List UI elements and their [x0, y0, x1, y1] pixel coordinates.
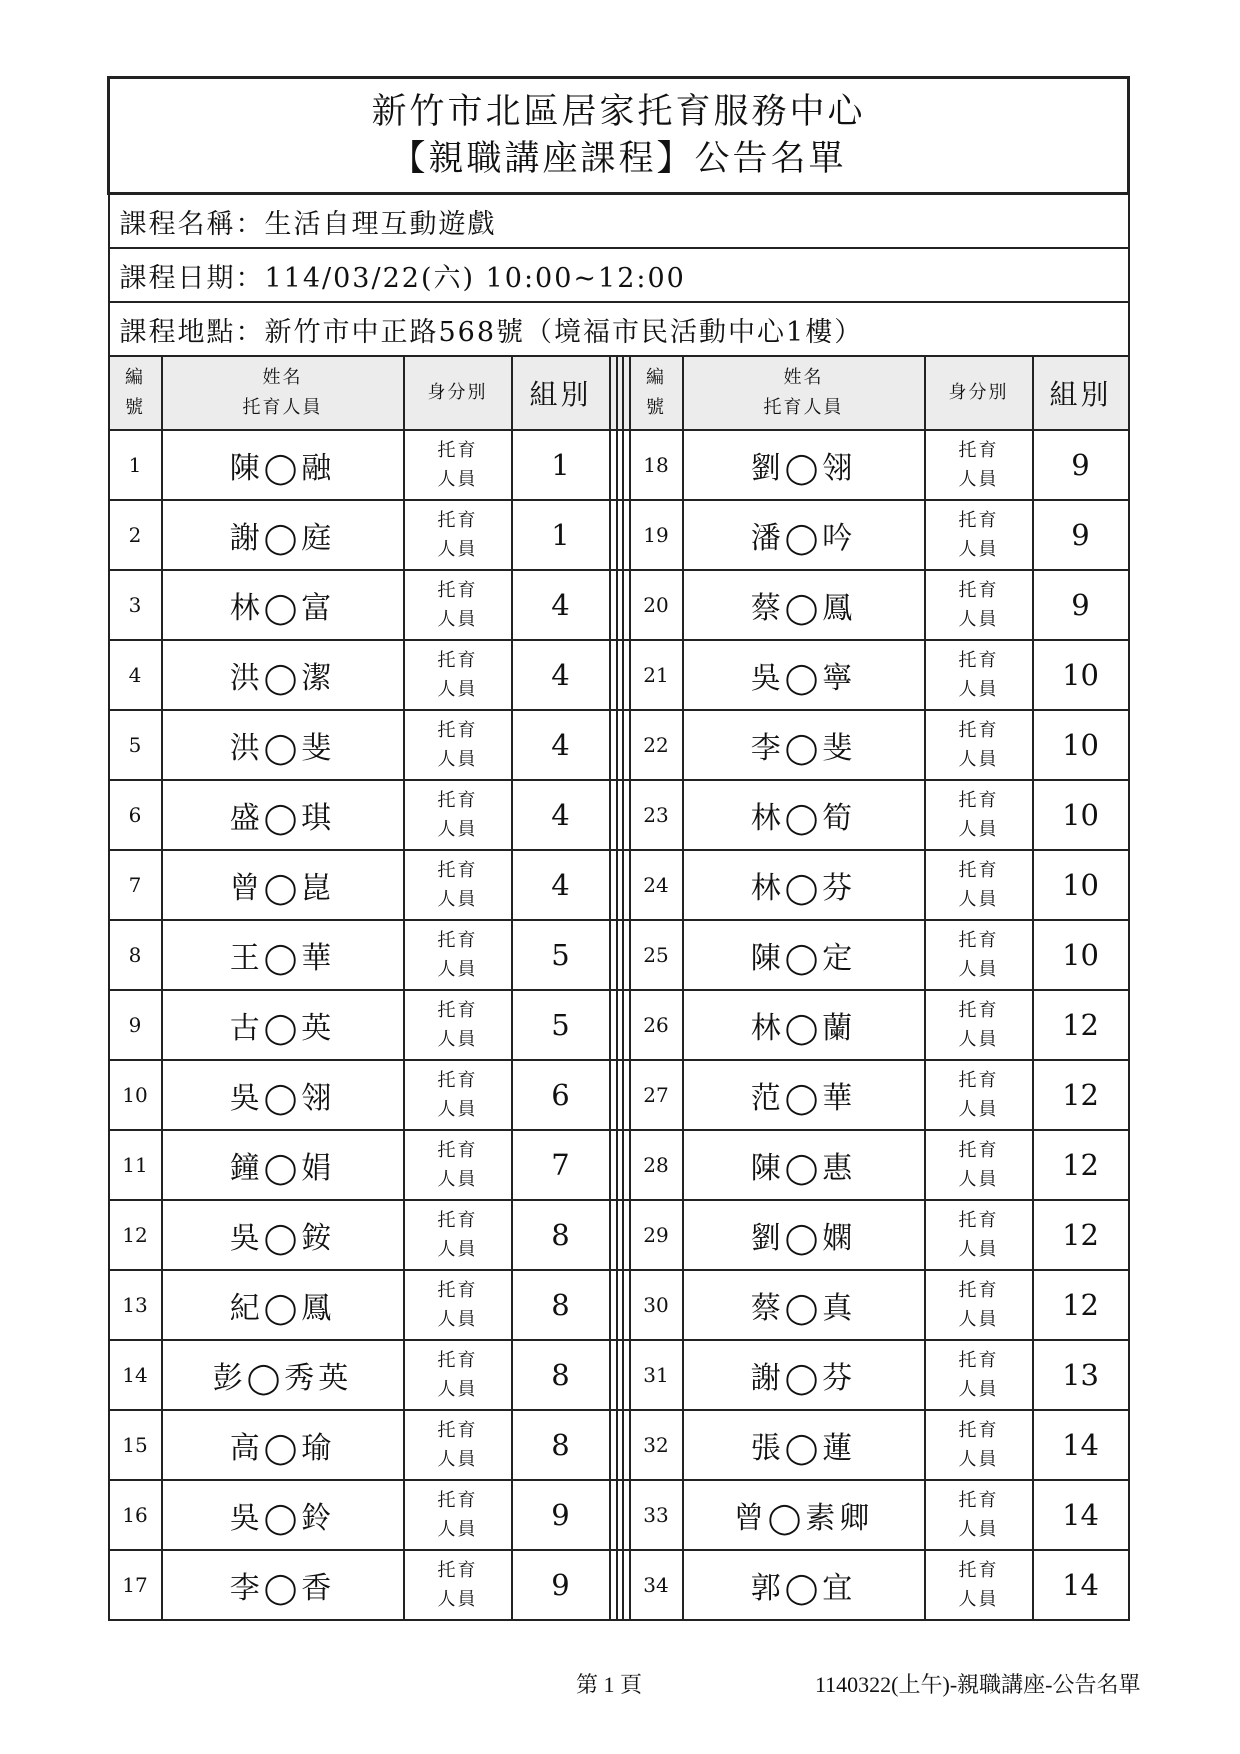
identity-line: 托育	[958, 1560, 999, 1581]
caregiver-name: 吳◯鈴	[162, 1480, 404, 1550]
group-number: 12	[1033, 1270, 1129, 1340]
identity-line: 托育	[958, 1210, 999, 1231]
identity-cell	[404, 430, 512, 500]
column-divider	[610, 710, 630, 780]
row-number: 19	[630, 500, 683, 570]
group-number: 14	[1033, 1480, 1129, 1550]
identity-line: 人員	[958, 469, 999, 490]
identity-line: 人員	[437, 679, 478, 700]
identity-line: 托育	[437, 650, 478, 671]
row-number: 27	[630, 1060, 683, 1130]
caregiver-name: 李◯香	[162, 1550, 404, 1620]
identity-line: 托育	[437, 1210, 478, 1231]
identity-line: 托育	[958, 860, 999, 881]
identity-line: 人員	[437, 1169, 478, 1190]
identity-line: 托育	[437, 580, 478, 601]
identity-line: 托育	[437, 1560, 478, 1581]
identity-cell	[925, 1480, 1033, 1550]
identity-cell	[925, 430, 1033, 500]
identity-cell	[925, 570, 1033, 640]
caregiver-name: 林◯富	[162, 570, 404, 640]
table-row	[109, 430, 1129, 500]
identity-cell	[925, 1340, 1033, 1410]
group-number: 4	[512, 570, 610, 640]
caregiver-name: 吳◯銨	[162, 1200, 404, 1270]
group-number: 14	[1033, 1550, 1129, 1620]
column-divider	[610, 1480, 630, 1550]
identity-cell	[925, 500, 1033, 570]
table-row	[109, 1340, 1129, 1410]
caregiver-name: 曾◯崑	[162, 850, 404, 920]
caregiver-name: 高◯瑜	[162, 1410, 404, 1480]
caregiver-name: 陳◯融	[162, 430, 404, 500]
row-number: 25	[630, 920, 683, 990]
table-row	[109, 500, 1129, 570]
column-divider	[610, 1550, 630, 1620]
row-number: 23	[630, 780, 683, 850]
course-name: 課程名稱：生活自理互動遊戲	[109, 194, 1129, 249]
group-number: 8	[512, 1200, 610, 1270]
group-number: 6	[512, 1060, 610, 1130]
identity-cell	[404, 990, 512, 1060]
column-divider	[610, 1130, 630, 1200]
caregiver-name: 陳◯定	[683, 920, 925, 990]
identity-cell	[404, 1200, 512, 1270]
caregiver-name: 劉◯翎	[683, 430, 925, 500]
identity-cell	[925, 1130, 1033, 1200]
group-number: 10	[1033, 850, 1129, 920]
identity-line: 人員	[958, 609, 999, 630]
group-number: 9	[1033, 430, 1129, 500]
row-number: 4	[109, 640, 162, 710]
identity-cell	[404, 1130, 512, 1200]
identity-cell	[404, 850, 512, 920]
page-number: 第 1 頁	[576, 1672, 643, 1697]
identity-line: 人員	[437, 1379, 478, 1400]
identity-line: 人員	[958, 679, 999, 700]
group-number: 9	[512, 1480, 610, 1550]
identity-line: 托育	[958, 1280, 999, 1301]
identity-line: 托育	[958, 510, 999, 531]
header-group: 組別	[512, 356, 610, 430]
identity-cell	[925, 640, 1033, 710]
caregiver-name: 蔡◯真	[683, 1270, 925, 1340]
identity-line: 人員	[958, 1169, 999, 1190]
roster-sheet	[107, 76, 1127, 1621]
title-block	[109, 78, 1129, 194]
identity-line: 人員	[437, 889, 478, 910]
identity-line: 人員	[437, 819, 478, 840]
row-number: 29	[630, 1200, 683, 1270]
identity-cell	[404, 570, 512, 640]
roster-table	[107, 76, 1130, 1621]
caregiver-name: 謝◯芬	[683, 1340, 925, 1410]
identity-line: 托育	[437, 440, 478, 461]
table-row	[109, 1550, 1129, 1620]
identity-cell	[925, 1270, 1033, 1340]
row-number: 22	[630, 710, 683, 780]
caregiver-name: 李◯斐	[683, 710, 925, 780]
row-number: 33	[630, 1480, 683, 1550]
group-number: 4	[512, 710, 610, 780]
header-name: 姓名 托育人員	[162, 356, 404, 430]
identity-line: 托育	[958, 1140, 999, 1161]
table-row	[109, 1270, 1129, 1340]
caregiver-name: 蔡◯鳳	[683, 570, 925, 640]
caregiver-name: 紀◯鳳	[162, 1270, 404, 1340]
identity-line: 托育	[958, 1490, 999, 1511]
table-row	[109, 1130, 1129, 1200]
identity-cell	[404, 640, 512, 710]
identity-line: 托育	[437, 510, 478, 531]
identity-line: 托育	[958, 440, 999, 461]
row-number: 13	[109, 1270, 162, 1340]
header-group: 組別	[1033, 356, 1129, 430]
identity-cell	[925, 920, 1033, 990]
identity-line: 托育	[437, 1420, 478, 1441]
row-number: 3	[109, 570, 162, 640]
identity-cell	[404, 1270, 512, 1340]
group-number: 4	[512, 850, 610, 920]
header-name: 姓名 托育人員	[683, 356, 925, 430]
row-number: 21	[630, 640, 683, 710]
identity-cell	[404, 710, 512, 780]
identity-line: 人員	[437, 1589, 478, 1610]
identity-line: 托育	[437, 1140, 478, 1161]
identity-line: 人員	[958, 1519, 999, 1540]
identity-line: 人員	[437, 1029, 478, 1050]
identity-line: 人員	[958, 1099, 999, 1120]
table-row	[109, 1410, 1129, 1480]
group-number: 4	[512, 640, 610, 710]
course-location: 課程地點：新竹市中正路568號（境福市民活動中心1樓）	[109, 302, 1129, 356]
row-number: 16	[109, 1480, 162, 1550]
column-divider	[610, 920, 630, 990]
header-number: 編 號	[109, 356, 162, 430]
identity-line: 托育	[437, 1490, 478, 1511]
identity-line: 人員	[958, 1589, 999, 1610]
caregiver-name: 林◯蘭	[683, 990, 925, 1060]
identity-line: 人員	[958, 749, 999, 770]
identity-cell	[404, 500, 512, 570]
table-row	[109, 570, 1129, 640]
header-identity: 身分別	[404, 356, 512, 430]
row-number: 9	[109, 990, 162, 1060]
identity-line: 托育	[437, 1280, 478, 1301]
caregiver-name: 郭◯宜	[683, 1550, 925, 1620]
identity-cell	[404, 780, 512, 850]
table-row	[109, 780, 1129, 850]
identity-line: 人員	[958, 1449, 999, 1470]
table-row	[109, 1480, 1129, 1550]
identity-line: 人員	[437, 1449, 478, 1470]
caregiver-name: 曾◯素卿	[683, 1480, 925, 1550]
group-number: 8	[512, 1340, 610, 1410]
row-number: 18	[630, 430, 683, 500]
group-number: 8	[512, 1270, 610, 1340]
row-number: 26	[630, 990, 683, 1060]
identity-line: 人員	[437, 959, 478, 980]
group-number: 9	[512, 1550, 610, 1620]
row-number: 10	[109, 1060, 162, 1130]
identity-line: 人員	[958, 819, 999, 840]
identity-cell	[925, 710, 1033, 780]
identity-cell	[925, 850, 1033, 920]
identity-line: 人員	[437, 1309, 478, 1330]
group-number: 10	[1033, 920, 1129, 990]
group-number: 1	[512, 430, 610, 500]
identity-cell	[404, 1060, 512, 1130]
group-number: 7	[512, 1130, 610, 1200]
column-divider	[610, 1340, 630, 1410]
identity-line: 人員	[958, 539, 999, 560]
group-number: 1	[512, 500, 610, 570]
group-number: 12	[1033, 990, 1129, 1060]
column-header-row	[109, 356, 1129, 430]
identity-line: 人員	[437, 609, 478, 630]
row-number: 30	[630, 1270, 683, 1340]
column-divider	[610, 1060, 630, 1130]
identity-cell	[925, 1060, 1033, 1130]
caregiver-name: 謝◯庭	[162, 500, 404, 570]
group-number: 8	[512, 1410, 610, 1480]
identity-cell	[925, 990, 1033, 1060]
identity-line: 人員	[437, 539, 478, 560]
table-row	[109, 1060, 1129, 1130]
group-number: 9	[1033, 500, 1129, 570]
row-number: 12	[109, 1200, 162, 1270]
identity-line: 托育	[958, 720, 999, 741]
table-row	[109, 1200, 1129, 1270]
column-divider	[610, 990, 630, 1060]
column-divider	[610, 500, 630, 570]
row-number: 28	[630, 1130, 683, 1200]
group-number: 12	[1033, 1130, 1129, 1200]
group-number: 5	[512, 990, 610, 1060]
identity-line: 托育	[437, 720, 478, 741]
group-number: 5	[512, 920, 610, 990]
row-number: 1	[109, 430, 162, 500]
table-row	[109, 920, 1129, 990]
group-number: 10	[1033, 780, 1129, 850]
row-number: 15	[109, 1410, 162, 1480]
caregiver-name: 盛◯琪	[162, 780, 404, 850]
column-divider	[610, 570, 630, 640]
group-number: 9	[1033, 570, 1129, 640]
identity-cell	[925, 1410, 1033, 1480]
row-number: 17	[109, 1550, 162, 1620]
group-number: 13	[1033, 1340, 1129, 1410]
identity-cell	[925, 1200, 1033, 1270]
identity-line: 人員	[958, 1239, 999, 1260]
identity-line: 托育	[437, 860, 478, 881]
column-divider	[610, 356, 630, 430]
row-number: 20	[630, 570, 683, 640]
identity-line: 人員	[958, 1309, 999, 1330]
group-number: 12	[1033, 1200, 1129, 1270]
column-divider	[610, 1410, 630, 1480]
column-divider	[610, 430, 630, 500]
caregiver-name: 張◯蓮	[683, 1410, 925, 1480]
column-divider	[610, 1200, 630, 1270]
caregiver-name: 林◯芬	[683, 850, 925, 920]
header-number: 編 號	[630, 356, 683, 430]
identity-line: 托育	[958, 1070, 999, 1091]
group-number: 12	[1033, 1060, 1129, 1130]
identity-line: 托育	[958, 1350, 999, 1371]
identity-line: 托育	[958, 580, 999, 601]
row-number: 6	[109, 780, 162, 850]
caregiver-name: 吳◯寧	[683, 640, 925, 710]
identity-cell	[404, 1480, 512, 1550]
table-row	[109, 710, 1129, 780]
center-title: 新竹市北區居家托育服務中心	[371, 91, 866, 132]
caregiver-name: 林◯筍	[683, 780, 925, 850]
document-filename: 1140322(上午)-親職講座-公告名單	[815, 1672, 1141, 1697]
row-number: 31	[630, 1340, 683, 1410]
identity-line: 托育	[437, 1000, 478, 1021]
identity-line: 人員	[437, 1099, 478, 1120]
group-number: 4	[512, 780, 610, 850]
identity-line: 人員	[958, 959, 999, 980]
identity-line: 托育	[437, 1350, 478, 1371]
row-number: 7	[109, 850, 162, 920]
group-number: 14	[1033, 1410, 1129, 1480]
column-divider	[610, 640, 630, 710]
group-number: 10	[1033, 640, 1129, 710]
identity-line: 人員	[958, 889, 999, 910]
group-number: 10	[1033, 710, 1129, 780]
caregiver-name: 潘◯吟	[683, 500, 925, 570]
row-number: 5	[109, 710, 162, 780]
column-divider	[610, 850, 630, 920]
caregiver-name: 彭◯秀英	[162, 1340, 404, 1410]
identity-line: 托育	[437, 1070, 478, 1091]
identity-cell	[925, 1550, 1033, 1620]
caregiver-name: 洪◯斐	[162, 710, 404, 780]
caregiver-name: 劉◯嫻	[683, 1200, 925, 1270]
identity-line: 托育	[958, 1420, 999, 1441]
caregiver-name: 吳◯翎	[162, 1060, 404, 1130]
row-number: 24	[630, 850, 683, 920]
row-number: 11	[109, 1130, 162, 1200]
row-number: 32	[630, 1410, 683, 1480]
table-row	[109, 640, 1129, 710]
caregiver-name: 陳◯惠	[683, 1130, 925, 1200]
identity-line: 人員	[437, 1239, 478, 1260]
course-date: 課程日期：114/03/22(六) 10:00~12:00	[109, 248, 1129, 302]
caregiver-name: 王◯華	[162, 920, 404, 990]
row-number: 2	[109, 500, 162, 570]
identity-line: 人員	[437, 749, 478, 770]
identity-line: 托育	[958, 1000, 999, 1021]
list-title: 【親職講座課程】公告名單	[390, 138, 847, 179]
identity-cell	[404, 1410, 512, 1480]
caregiver-name: 鐘◯娟	[162, 1130, 404, 1200]
identity-line: 托育	[958, 790, 999, 811]
table-row	[109, 850, 1129, 920]
caregiver-name: 范◯華	[683, 1060, 925, 1130]
identity-line: 托育	[437, 930, 478, 951]
column-divider	[610, 780, 630, 850]
row-number: 8	[109, 920, 162, 990]
identity-cell	[925, 780, 1033, 850]
identity-line: 托育	[437, 790, 478, 811]
identity-line: 人員	[958, 1029, 999, 1050]
identity-cell	[404, 1340, 512, 1410]
caregiver-name: 古◯英	[162, 990, 404, 1060]
identity-line: 人員	[437, 469, 478, 490]
table-row	[109, 990, 1129, 1060]
identity-line: 人員	[437, 1519, 478, 1540]
row-number: 34	[630, 1550, 683, 1620]
caregiver-name: 洪◯潔	[162, 640, 404, 710]
identity-line: 托育	[958, 650, 999, 671]
identity-line: 人員	[958, 1379, 999, 1400]
identity-line: 托育	[958, 930, 999, 951]
row-number: 14	[109, 1340, 162, 1410]
identity-cell	[404, 1550, 512, 1620]
column-divider	[610, 1270, 630, 1340]
identity-cell	[404, 920, 512, 990]
header-identity: 身分別	[925, 356, 1033, 430]
